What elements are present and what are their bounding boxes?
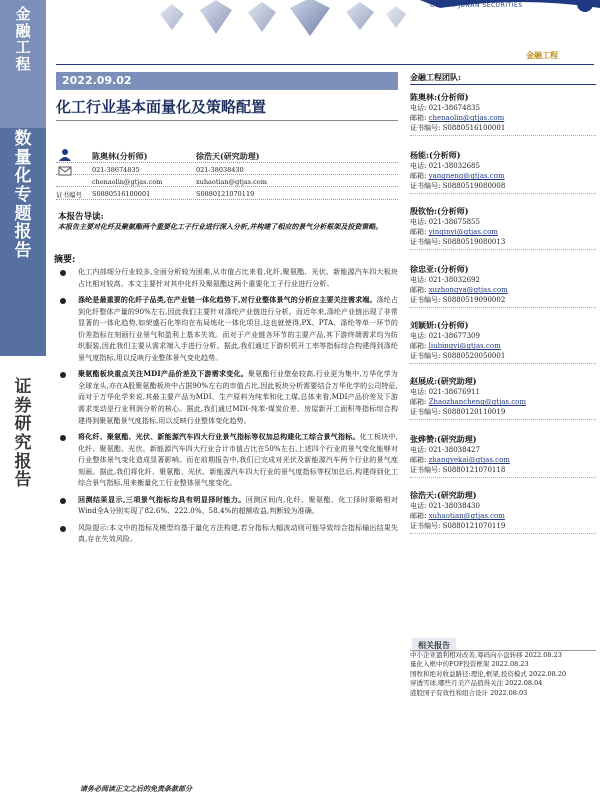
related-report-link[interactable]: 港股国子有效性和组合设计 2022.08.03 bbox=[410, 688, 528, 697]
related-reports-heading: 相关报告 bbox=[412, 638, 456, 653]
analyst-2-name: 徐浩天(研究助理) bbox=[196, 151, 260, 161]
related-report-link[interactable]: 量化入框中的FOF投资框架 2022.08.23 bbox=[410, 660, 529, 669]
member-email-row: 邮箱: Zhaozhancheng@gtjas.com bbox=[410, 398, 527, 407]
member-cert: 证书编号: S0880120110019 bbox=[410, 408, 506, 417]
member-email-row: 邮箱: yinqinyi@gtjas.com bbox=[410, 228, 498, 237]
bullet-dot-icon bbox=[60, 372, 66, 378]
table-divider bbox=[56, 199, 398, 200]
team-member bbox=[410, 376, 596, 420]
bullet-item: 风险提示:本文中的指标及模型均基于量化方法构建,若分指标大幅波动则可能导致综合指标输出结果失真,存在失效风险。 bbox=[58, 522, 398, 546]
member-cert: 证书编号: S0880519080013 bbox=[410, 238, 506, 247]
related-reports-list bbox=[410, 650, 596, 698]
bullet-item: 回测结果显示,三项景气指标均具有明显择时能力。回测区间内,化纤、聚氨酯、化工择时策略相对Wind全A分别实现了82.6%、222.0%、58.4%的超额收益,判断较为准确。 bbox=[58, 494, 398, 518]
guide-heading: 本报告导读: bbox=[58, 212, 104, 222]
member-phone: 电话: 021-38032692 bbox=[410, 276, 480, 284]
member-name: 杨能:(分析师) bbox=[410, 150, 461, 160]
team-divider bbox=[410, 84, 596, 85]
bullet-item: 聚氨酯板块重点关注MDI产品价差及下游需求变化。聚氨酯行业壁垒较高,行业更为集中,万华化学为全球龙头,亦在A股聚氨酯板块中占据90%左右的市值占比,因此板块分析需要结合万华化学的公司特征,而对于万华化学来说,其最主要产品为MDI、生产原料为纯苯和化工煤,总体来看,MDI产品价差及下游需求变动是行业利润分析的核心。据此,我们通过MDI-纯苯-煤炭价差、房屋新开工面积等指标综合构建得到聚氨酯景气度指标,用以反映行业整体变化趋势。 bbox=[58, 368, 398, 427]
member-divider bbox=[410, 307, 596, 308]
title-divider bbox=[56, 120, 398, 121]
bullet-dot-icon bbox=[60, 270, 66, 276]
abstract-heading: 摘要: bbox=[54, 255, 76, 265]
member-email-row: 邮箱: xuzhongya@gtjas.com bbox=[410, 286, 508, 295]
footer-disclaimer: 请务必阅读正文之后的免责条款部分 bbox=[80, 784, 192, 793]
sidebar-category-text: 金融工程 bbox=[15, 5, 31, 73]
member-divider bbox=[410, 193, 596, 194]
member-phone: 电话: 021-38674835 bbox=[410, 104, 480, 112]
member-email-link[interactable]: liubingyi@gtjas.com bbox=[428, 342, 501, 351]
member-email-link[interactable]: xuhaotian@gtjas.com bbox=[428, 512, 505, 521]
header-diamond-decoration bbox=[150, 0, 410, 40]
member-name: 赵展成:(研究助理) bbox=[410, 376, 477, 386]
member-divider bbox=[410, 533, 596, 534]
related-report-link[interactable]: 穿透雪球,哪些月美产品值得关注 2022.08.04 bbox=[410, 679, 543, 688]
analyst-2-phone: 021-38038430 bbox=[196, 166, 244, 174]
related-report-link[interactable]: 国牧和绝对收益路径:理论,框架,投资模式 2022.08.20 bbox=[410, 669, 567, 678]
team-member bbox=[410, 92, 596, 136]
guide-text: 本报告主要对化纤及聚氨酯两个重要化工子行业进行深入分析,并构建了相应的景气分析框架及投资策略。 bbox=[58, 222, 383, 231]
bullet-dot-icon bbox=[60, 498, 66, 504]
member-email-row: 邮箱: liubingyi@gtjas.com bbox=[410, 342, 501, 351]
member-divider bbox=[410, 135, 596, 136]
analyst-1-cert: S0880516100001 bbox=[92, 190, 151, 198]
member-name: 刘颖妍:(分析师) bbox=[410, 320, 469, 330]
analyst-2-cert: S0880121070119 bbox=[196, 190, 255, 198]
member-phone: 电话: 021-38038430 bbox=[410, 502, 480, 510]
member-divider bbox=[410, 419, 596, 420]
mail-icon bbox=[58, 164, 72, 178]
member-email-link[interactable]: zhangyekai@gtjas.com bbox=[428, 456, 510, 465]
member-cert: 证书编号: S0880519090002 bbox=[410, 296, 506, 305]
sidebar-report-type-text: 数量化专题报告 bbox=[14, 129, 32, 262]
header-divider bbox=[56, 64, 594, 65]
analyst-1-phone: 021-38674835 bbox=[92, 166, 140, 174]
header-category: 金融工程 bbox=[526, 50, 558, 60]
left-band bbox=[0, 0, 46, 800]
table-divider bbox=[56, 162, 398, 163]
member-name: 陈奥林:(分析师) bbox=[410, 92, 469, 102]
member-cert: 证书编号: S0880121070119 bbox=[410, 522, 506, 531]
team-member bbox=[410, 490, 596, 534]
member-cert: 证书编号: S0880520050001 bbox=[410, 352, 506, 361]
team-member bbox=[410, 320, 596, 364]
team-member bbox=[410, 150, 596, 194]
bullet-item: 涤纶是最重要的化纤子品类,在产业链一体化趋势下,对行业整体景气的分析应主要关注需求端。涤纶占到化纤整体产量的90%左右,因此我们主要针对涤纶产业链进行分析。而近年来,涤纶产业链出现了非常显著的一体化趋势,如荣盛石化等均在布局炼化一体化项目,这也就使得,PX、PTA、涤纶等单一环节的价差指标在刻画行业景气和盈利上基本失效。而对于产业链各环节的主要产品,其下游终端需求均为纺织服装,因此我们主要从需求端入手进行分析。据此,我们通过下游织机开工率等指标综合构建得到涤纶景气度指标,用以反映行业整体景气变化趋势。 bbox=[58, 294, 398, 364]
member-name: 徐忠亚:(分析师) bbox=[410, 264, 469, 274]
analyst-2-email[interactable]: xuhaotian@gtjas.com bbox=[196, 178, 267, 186]
team-member bbox=[410, 264, 596, 308]
cert-label: 证书编号 bbox=[56, 191, 82, 199]
member-email-link[interactable]: Zhaozhancheng@gtjas.com bbox=[428, 398, 527, 407]
member-phone: 电话: 021-38675855 bbox=[410, 218, 480, 226]
member-email-link[interactable]: xuzhongya@gtjas.com bbox=[428, 286, 508, 295]
summary-bullets bbox=[58, 266, 398, 546]
bullet-dot-icon bbox=[60, 435, 66, 441]
member-phone: 电话: 021-38677309 bbox=[410, 332, 480, 340]
table-divider bbox=[56, 186, 398, 187]
member-name: 徐浩天:(研究助理) bbox=[410, 490, 477, 500]
member-email-row: 邮箱: xuhaotian@gtjas.com bbox=[410, 512, 505, 521]
member-phone: 电话: 021-38032685 bbox=[410, 162, 480, 170]
report-title: 化工行业基本面量化及策略配置 bbox=[56, 98, 267, 116]
member-phone: 电话: 021-38038427 bbox=[410, 446, 480, 454]
member-name: 殷钦怡:(分析师) bbox=[410, 206, 469, 216]
member-email-row: 邮箱: chenaolin@gtjas.com bbox=[410, 114, 505, 123]
member-email-link[interactable]: chenaolin@gtjas.com bbox=[428, 114, 505, 123]
bullet-dot-icon bbox=[60, 298, 66, 304]
team-heading: 金融工程团队: bbox=[410, 72, 461, 82]
member-phone: 电话: 021-38676911 bbox=[410, 388, 480, 396]
member-email-row: 邮箱: zhangyekai@gtjas.com bbox=[410, 456, 510, 465]
member-name: 张烨赞:(研究助理) bbox=[410, 434, 477, 444]
member-cert: 证书编号: S0880516100001 bbox=[410, 124, 506, 133]
member-divider bbox=[410, 363, 596, 364]
member-cert: 证书编号: S0880519080008 bbox=[410, 182, 506, 191]
team-member bbox=[410, 434, 596, 478]
analyst-1-email[interactable]: chenaolin@gtjas.com bbox=[92, 178, 163, 186]
logo-text: GUOTAI JUNAN SECURITIES bbox=[430, 2, 523, 9]
table-divider bbox=[56, 174, 398, 175]
member-email-row: 邮箱: yangneng@gtjas.com bbox=[410, 172, 505, 181]
member-email-link[interactable]: yangneng@gtjas.com bbox=[428, 172, 505, 181]
person-icon bbox=[58, 148, 72, 162]
bullet-item: 将化纤、聚氨酯、光伏、新能源汽车四大行业景气指标等权加总构建化工综合景气指标。化工板块中,化纤、聚氨酯、光伏、新能源汽车四大行业合计市值占比在50%左右,上述四个行业的景气变化能够对行业整体景气变化造成显著影响。而在前期报告中,我们已完成对光伏及新能源汽车两个行业的景气度刻画。据此,我们将化纤、聚氨酯、光伏、新能源汽车四大行业的景气度指标等权加总后,构建得到化工综合景气指标,用来衡量化工行业整体景气度变化。 bbox=[58, 431, 398, 490]
member-divider bbox=[410, 477, 596, 478]
report-date: 2022.09.02 bbox=[62, 74, 132, 87]
member-email-link[interactable]: yinqinyi@gtjas.com bbox=[428, 228, 498, 237]
bullet-item: 化工内部细分行业较多,全面分析较为困难,从市值占比来看,化纤,聚氨酯、光伏、新能源汽车四大板块占比相对较高。本文主要针对其中化纤及聚氨酯这两个重要化工子行业进行分析。 bbox=[58, 266, 398, 290]
related-report-link[interactable]: 中小企业盈利相对改善,筹码向小盘转移 2022.08.23 bbox=[410, 651, 562, 659]
member-cert: 证书编号: S0880121070118 bbox=[410, 466, 506, 475]
bullet-dot-icon bbox=[60, 526, 66, 532]
member-divider bbox=[410, 249, 596, 250]
sidebar-research-report-text: 证券研究报告 bbox=[14, 377, 32, 491]
analyst-1-name: 陈奥林(分析师) bbox=[92, 151, 148, 161]
team-member bbox=[410, 206, 596, 250]
